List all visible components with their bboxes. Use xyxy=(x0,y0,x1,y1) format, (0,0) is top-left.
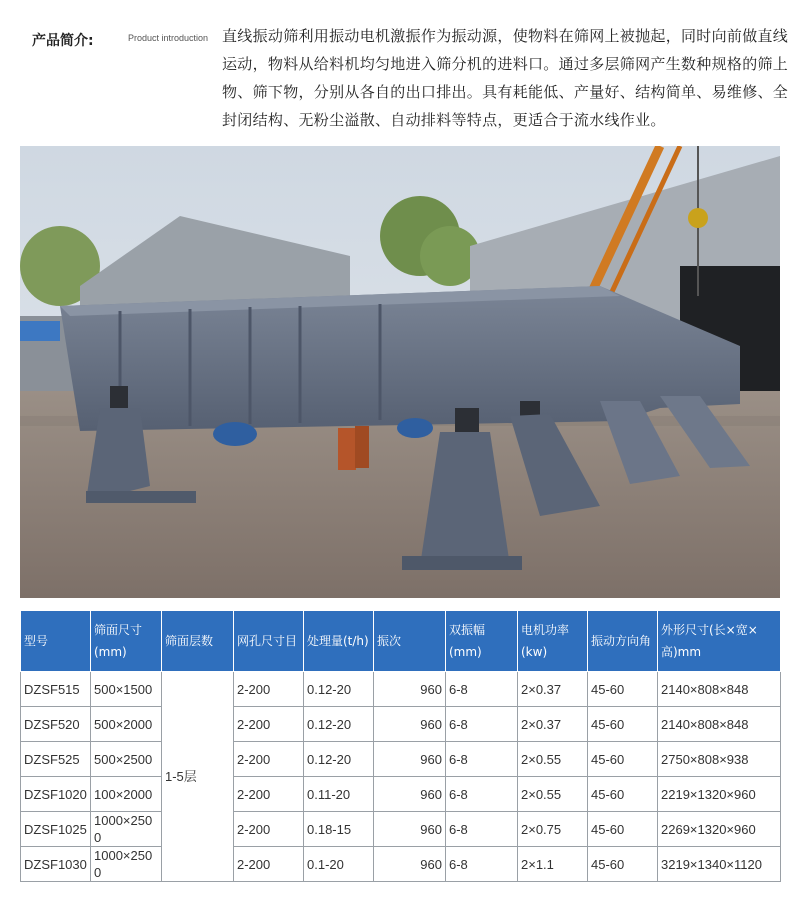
header-cell: 网孔尺寸目 xyxy=(234,611,304,672)
header-cell: 筛面尺寸(mm) xyxy=(91,611,162,672)
header-cell: 筛面层数 xyxy=(162,611,234,672)
size-cell: 500×2500 xyxy=(91,742,162,777)
header-cell: 型号 xyxy=(21,611,91,672)
angle-cell: 45-60 xyxy=(588,812,658,847)
table-row xyxy=(21,672,781,707)
header-cell: 外形尺寸(长×宽×高)mm xyxy=(658,611,781,672)
amp-cell: 6-8 xyxy=(446,707,518,742)
mesh-cell: 2-200 xyxy=(234,672,304,707)
angle-cell: 45-60 xyxy=(588,742,658,777)
freq-cell: 960 xyxy=(374,707,446,742)
mesh-cell: 2-200 xyxy=(234,847,304,882)
table-row xyxy=(21,847,781,882)
freq-cell: 960 xyxy=(374,812,446,847)
power-cell: 2×0.37 xyxy=(518,672,588,707)
amp-cell: 6-8 xyxy=(446,777,518,812)
size-cell: 100×2000 xyxy=(91,777,162,812)
capacity-cell: 0.12-20 xyxy=(304,742,374,777)
mesh-cell: 2-200 xyxy=(234,742,304,777)
vibrating-screen-illustration xyxy=(20,146,780,598)
freq-cell: 960 xyxy=(374,847,446,882)
dims-cell: 2140×808×848 xyxy=(658,707,781,742)
freq-cell: 960 xyxy=(374,672,446,707)
table-header-row xyxy=(21,611,781,672)
dims-cell: 2140×808×848 xyxy=(658,672,781,707)
capacity-cell: 0.1-20 xyxy=(304,847,374,882)
mesh-cell: 2-200 xyxy=(234,777,304,812)
amp-cell: 6-8 xyxy=(446,812,518,847)
capacity-cell: 0.11-20 xyxy=(304,777,374,812)
layers-cell: 1-5层 xyxy=(162,672,234,882)
header-cell: 振次 xyxy=(374,611,446,672)
capacity-cell: 0.18-15 xyxy=(304,812,374,847)
header-cell: 双振幅(mm) xyxy=(446,611,518,672)
angle-cell: 45-60 xyxy=(588,672,658,707)
angle-cell: 45-60 xyxy=(588,707,658,742)
mesh-cell: 2-200 xyxy=(234,812,304,847)
model-cell: DZSF525 xyxy=(21,742,91,777)
amp-cell: 6-8 xyxy=(446,847,518,882)
model-cell: DZSF1030 xyxy=(21,847,91,882)
model-cell: DZSF1020 xyxy=(21,777,91,812)
power-cell: 2×0.55 xyxy=(518,777,588,812)
size-cell: 500×1500 xyxy=(91,672,162,707)
header-cell: 电机功率(kw) xyxy=(518,611,588,672)
product-photo xyxy=(20,146,780,598)
intro-body: 直线振动筛利用振动电机激振作为振动源，使物料在筛网上被抛起，同时向前做直线运动，物料从给料机均匀地进入筛分机的进料口。通过多层筛网产生数种规格的筛上物、筛下物，分别从各自的出口排出。具有耗能低、产量好、结构简单、易维修、全封闭结构、无粉尘溢散、自动排料等特点，更适合于流水线作业。 xyxy=(222,27,789,129)
intro-label-en: Product introduction xyxy=(128,33,209,43)
dims-cell: 2219×1320×960 xyxy=(658,777,781,812)
power-cell: 2×0.75 xyxy=(518,812,588,847)
angle-cell: 45-60 xyxy=(588,847,658,882)
freq-cell: 960 xyxy=(374,742,446,777)
model-cell: DZSF520 xyxy=(21,707,91,742)
size-cell: 1000×2500 xyxy=(91,812,162,847)
header-cell: 振动方向角 xyxy=(588,611,658,672)
table-row xyxy=(21,777,781,812)
model-cell: DZSF515 xyxy=(21,672,91,707)
power-cell: 2×0.55 xyxy=(518,742,588,777)
amp-cell: 6-8 xyxy=(446,742,518,777)
table-row xyxy=(21,742,781,777)
power-cell: 2×1.1 xyxy=(518,847,588,882)
header-cell: 处理量(t/h) xyxy=(304,611,374,672)
dims-cell: 2750×808×938 xyxy=(658,742,781,777)
size-cell: 1000×2500 xyxy=(91,847,162,882)
capacity-cell: 0.12-20 xyxy=(304,707,374,742)
mesh-cell: 2-200 xyxy=(234,707,304,742)
size-cell: 500×2000 xyxy=(91,707,162,742)
model-cell: DZSF1025 xyxy=(21,812,91,847)
angle-cell: 45-60 xyxy=(588,777,658,812)
table-row xyxy=(21,812,781,847)
power-cell: 2×0.37 xyxy=(518,707,588,742)
capacity-cell: 0.12-20 xyxy=(304,672,374,707)
table-row xyxy=(21,707,781,742)
spec-table xyxy=(20,610,781,882)
amp-cell: 6-8 xyxy=(446,672,518,707)
freq-cell: 960 xyxy=(374,777,446,812)
dims-cell: 2269×1320×960 xyxy=(658,812,781,847)
intro-label: 产品简介: xyxy=(32,33,94,49)
dims-cell: 3219×1340×1120 xyxy=(658,847,781,882)
